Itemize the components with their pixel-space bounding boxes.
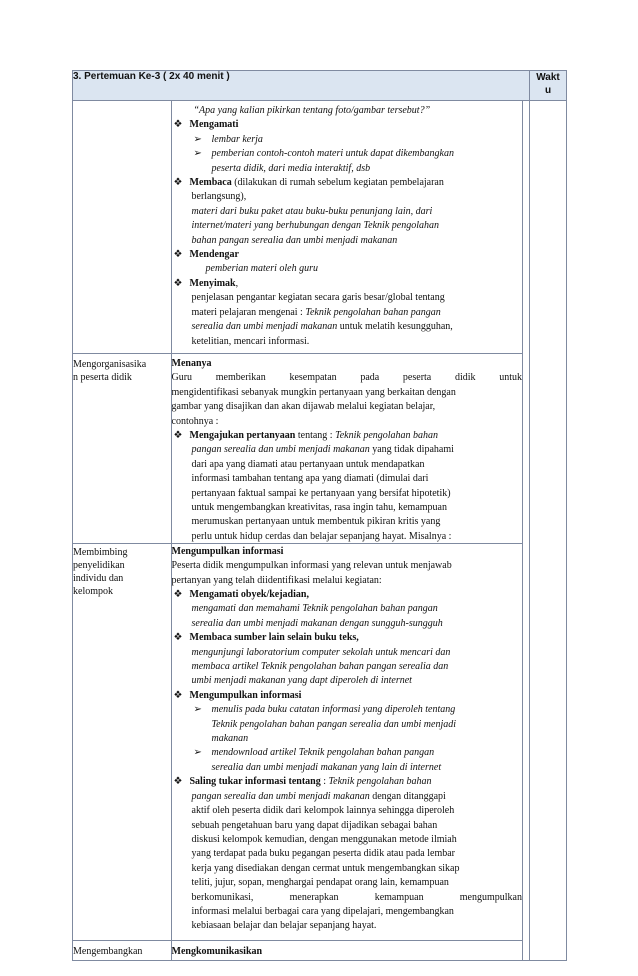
text-line: kebiasaan belajar dan belajar sepanjang hayat. (191, 920, 377, 932)
text-line: penjelasan pengantar kegiatan secara garis besar/global tentang (191, 292, 445, 304)
bullet-text: , (235, 277, 239, 289)
arrow-bullet-icon: ➢ (193, 133, 202, 145)
text-span: Teknik pengolahan bahan pangan (305, 306, 441, 318)
text-line: dari apa yang diamati atau pertanyaan untuk mendapatkan (191, 458, 425, 470)
phase-row-observe (73, 101, 523, 353)
section-title: Mengumpulkan informasi (171, 545, 284, 557)
sub-item (172, 133, 523, 147)
bullet-membaca (172, 176, 523, 190)
text-line: untuk mengembangkan kreativitas, rasa ingin tahu, kemampuan (191, 501, 447, 513)
text-line (172, 443, 523, 457)
text-line: kerja yang disediakan dengan cermat untuk mengembangkan sikap (191, 862, 460, 874)
diamond-bullet-icon: ❖ (173, 589, 183, 600)
text-line: perlu untuk hidup cerdas dan belajar sepanjang hayat. Misalnya : (191, 530, 452, 542)
text-line: pemberian materi oleh guru (205, 263, 318, 275)
bullet-mendengar (172, 248, 523, 262)
phase-label-empty (73, 101, 171, 353)
bullet-title: Mengamati obyek/kejadian, (189, 589, 309, 600)
phase-content-gather (171, 543, 523, 940)
sub-item-text: pemberian contoh-contoh materi untuk dapat dikembangkan (211, 148, 454, 160)
text-line: membaca artikel Teknik pengolahan bahan pangan serealia dan (191, 661, 449, 673)
text-line: berlangsung), (191, 191, 247, 203)
sub-item (172, 147, 523, 161)
text-line: aktif oleh peserta didik dari kelompok lainnya sehingga diperoleh (191, 805, 455, 817)
text-span: dengan ditanggapi (369, 790, 446, 802)
content-row (73, 101, 567, 961)
text-line: merumuskan pertanyaan untuk membentuk pikiran kritis yang (191, 516, 441, 528)
text-span: yang tidak dipahami (369, 444, 454, 456)
text-line: berkomunikasi, menerapkan kemampuan mengumpulkan (191, 891, 522, 903)
text-line (172, 320, 523, 334)
section-title: Mengkomunikasikan (171, 940, 523, 960)
label-line: penyelidikan (73, 559, 125, 571)
sub-item-text: lembar kerja (211, 133, 263, 145)
text-line: pertanyaan faktual sampai ke pertanyaan yang bersifat hipotetik) (191, 487, 451, 499)
bullet-title: Mendengar (189, 249, 239, 261)
time-header-line-1: Wakt (536, 72, 560, 83)
phase-label-organize (73, 353, 171, 543)
text-line (172, 790, 523, 804)
text-line: informasi melalui berbagai cara yang dipelajari, mengembangkan (191, 905, 454, 917)
diamond-bullet-icon: ❖ (173, 177, 183, 189)
document-page (72, 70, 567, 957)
section-title: Menanya (171, 357, 212, 369)
sub-item-continued: Teknik pengolahan bahan pangan serealia dan umbi menjadi (211, 718, 457, 730)
time-cell (530, 101, 567, 961)
phase-label-develop: Mengembangkan (73, 940, 171, 960)
diamond-bullet-icon: ❖ (173, 429, 183, 441)
label-line: n peserta didik (73, 371, 132, 383)
text-line: sebuah pengetahuan baru yang dapat dijadikan sebagai bahan (191, 819, 438, 831)
phase-row-develop (73, 940, 523, 960)
phase-content-observe (171, 101, 523, 353)
label-line: kelompok (73, 585, 113, 597)
text-span: pangan serealia dan umbi menjadi makanan (191, 790, 370, 802)
text-line: gambar yang disajikan dan akan dijawab melalui kegiatan belajar, (171, 401, 436, 413)
bullet-text: tentang : (295, 429, 336, 441)
question-quote: “Apa yang kalian pikirkan tentang foto/gambar tersebut?” (193, 105, 431, 116)
text-line: materi dari buku paket atau buku-buku penunjang lain, dari (191, 205, 433, 217)
text-span: untuk melatih kesungguhan, (337, 321, 453, 333)
bullet-collect-info (172, 689, 523, 703)
bullet-title: Mengumpulkan informasi (189, 689, 302, 701)
text-line: mengamati dan memahami Teknik pengolahan bahan pangan (191, 603, 438, 615)
text-line: pertanyan yang telah diidentifikasi melalui kegiatan: (171, 574, 382, 586)
text-span: pangan serealia dan umbi menjadi makanan (191, 444, 370, 456)
label-line: Mengorganisasika (73, 358, 147, 370)
bullet-title: Saling tukar informasi tentang (189, 776, 321, 788)
bullet-text: Teknik pengolahan bahan (335, 429, 439, 441)
bullet-ask-questions (172, 429, 523, 443)
text-line: Peserta didik mengumpulkan informasi yang relevan untuk menjawab (171, 560, 452, 572)
diamond-bullet-icon: ❖ (173, 249, 183, 261)
bullet-text: : (320, 776, 329, 788)
text-line: diskusi kelompok kemudian, dengan menggunakan metode ilmiah (191, 833, 457, 845)
diamond-bullet-icon: ❖ (173, 119, 183, 131)
sub-item-text: menulis pada buku catatan informasi yang diperoleh tentang (211, 704, 456, 716)
bullet-title: Menyimak (189, 277, 236, 289)
sub-item-continued: peserta didik, dari media interaktif, dsb (211, 162, 371, 174)
bullet-text: Teknik pengolahan bahan (328, 776, 432, 788)
text-line: contohnya : (171, 415, 219, 427)
phase-content-question (171, 353, 523, 543)
diamond-bullet-icon: ❖ (173, 689, 183, 701)
label-line: Membimbing (73, 546, 128, 558)
bullet-text: (dilakukan di rumah sebelum kegiatan pembelajaran (231, 177, 444, 189)
bullet-title: Mengamati (189, 119, 239, 131)
table-header-row (73, 71, 567, 101)
arrow-bullet-icon: ➢ (193, 747, 202, 759)
bullet-read-sources (172, 631, 523, 645)
text-line: mengunjungi laboratorium computer sekolah untuk mencari dan (191, 646, 451, 658)
sub-item (172, 703, 523, 717)
time-column-header (530, 71, 567, 101)
text-line: internet/materi yang berhubungan dengan Teknik pengolahan (191, 220, 439, 232)
bullet-menyimak (172, 277, 523, 291)
text-span: serealia dan umbi menjadi makanan (191, 321, 338, 333)
lesson-plan-table (72, 70, 567, 961)
text-line: mengidentifikasi sebanyak mungkin pertanyaan yang berkaitan dengan (171, 386, 456, 398)
meeting-title: 3. Pertemuan Ke-3 ( 2x 40 menit ) (73, 71, 530, 101)
sub-item-continued: makanan (211, 733, 249, 745)
time-header-line-2: u (544, 85, 552, 96)
text-line: Guru memberikan kesempatan pada peserta didik untuk (171, 372, 522, 384)
bullet-title: Mengajukan pertanyaan (189, 429, 296, 441)
diamond-bullet-icon: ❖ (173, 277, 183, 289)
bullet-observe-object (172, 588, 523, 602)
diamond-bullet-icon: ❖ (173, 776, 183, 788)
sub-item-text: mendownload artikel Teknik pengolahan bahan pangan (211, 747, 435, 759)
activities-cell (73, 101, 530, 961)
bullet-exchange-info (172, 775, 523, 789)
phase-row-investigate (73, 543, 523, 940)
sub-item-continued: serealia dan umbi menjadi makanan yang lain di internet (211, 761, 442, 773)
arrow-bullet-icon: ➢ (193, 148, 202, 160)
bullet-title: Membaca sumber lain selain buku teks, (189, 632, 359, 644)
bullet-title: Membaca (189, 177, 232, 189)
bullet-mengamati (172, 118, 523, 132)
arrow-bullet-icon: ➢ (193, 704, 202, 716)
sub-item (172, 746, 523, 760)
text-line: teliti, jujur, sopan, menghargai pendapat orang lain, kemampuan (191, 877, 449, 889)
label-line: individu dan (73, 572, 124, 584)
text-line: ketelitian, mencari informasi. (191, 335, 310, 347)
text-line: bahan pangan serealia dan umbi menjadi makanan (191, 234, 398, 246)
text-span: materi pelajaran mengenai : (191, 306, 306, 318)
diamond-bullet-icon: ❖ (173, 632, 183, 644)
text-line: informasi tambahan tentang apa yang diamati (dimulai dari (191, 473, 429, 485)
text-line: serealia dan umbi menjadi makanan dengan sungguh-sungguh (191, 617, 443, 629)
phase-label-investigate (73, 543, 171, 940)
text-line: yang terdapat pada buku pegangan peserta didik atau pada lembar (191, 848, 456, 860)
phase-row-organize (73, 353, 523, 543)
text-line: umbi menjadi makanan yang dapt diperoleh di internet (191, 675, 412, 687)
activities-inner-table (73, 101, 523, 960)
text-line (172, 306, 523, 320)
